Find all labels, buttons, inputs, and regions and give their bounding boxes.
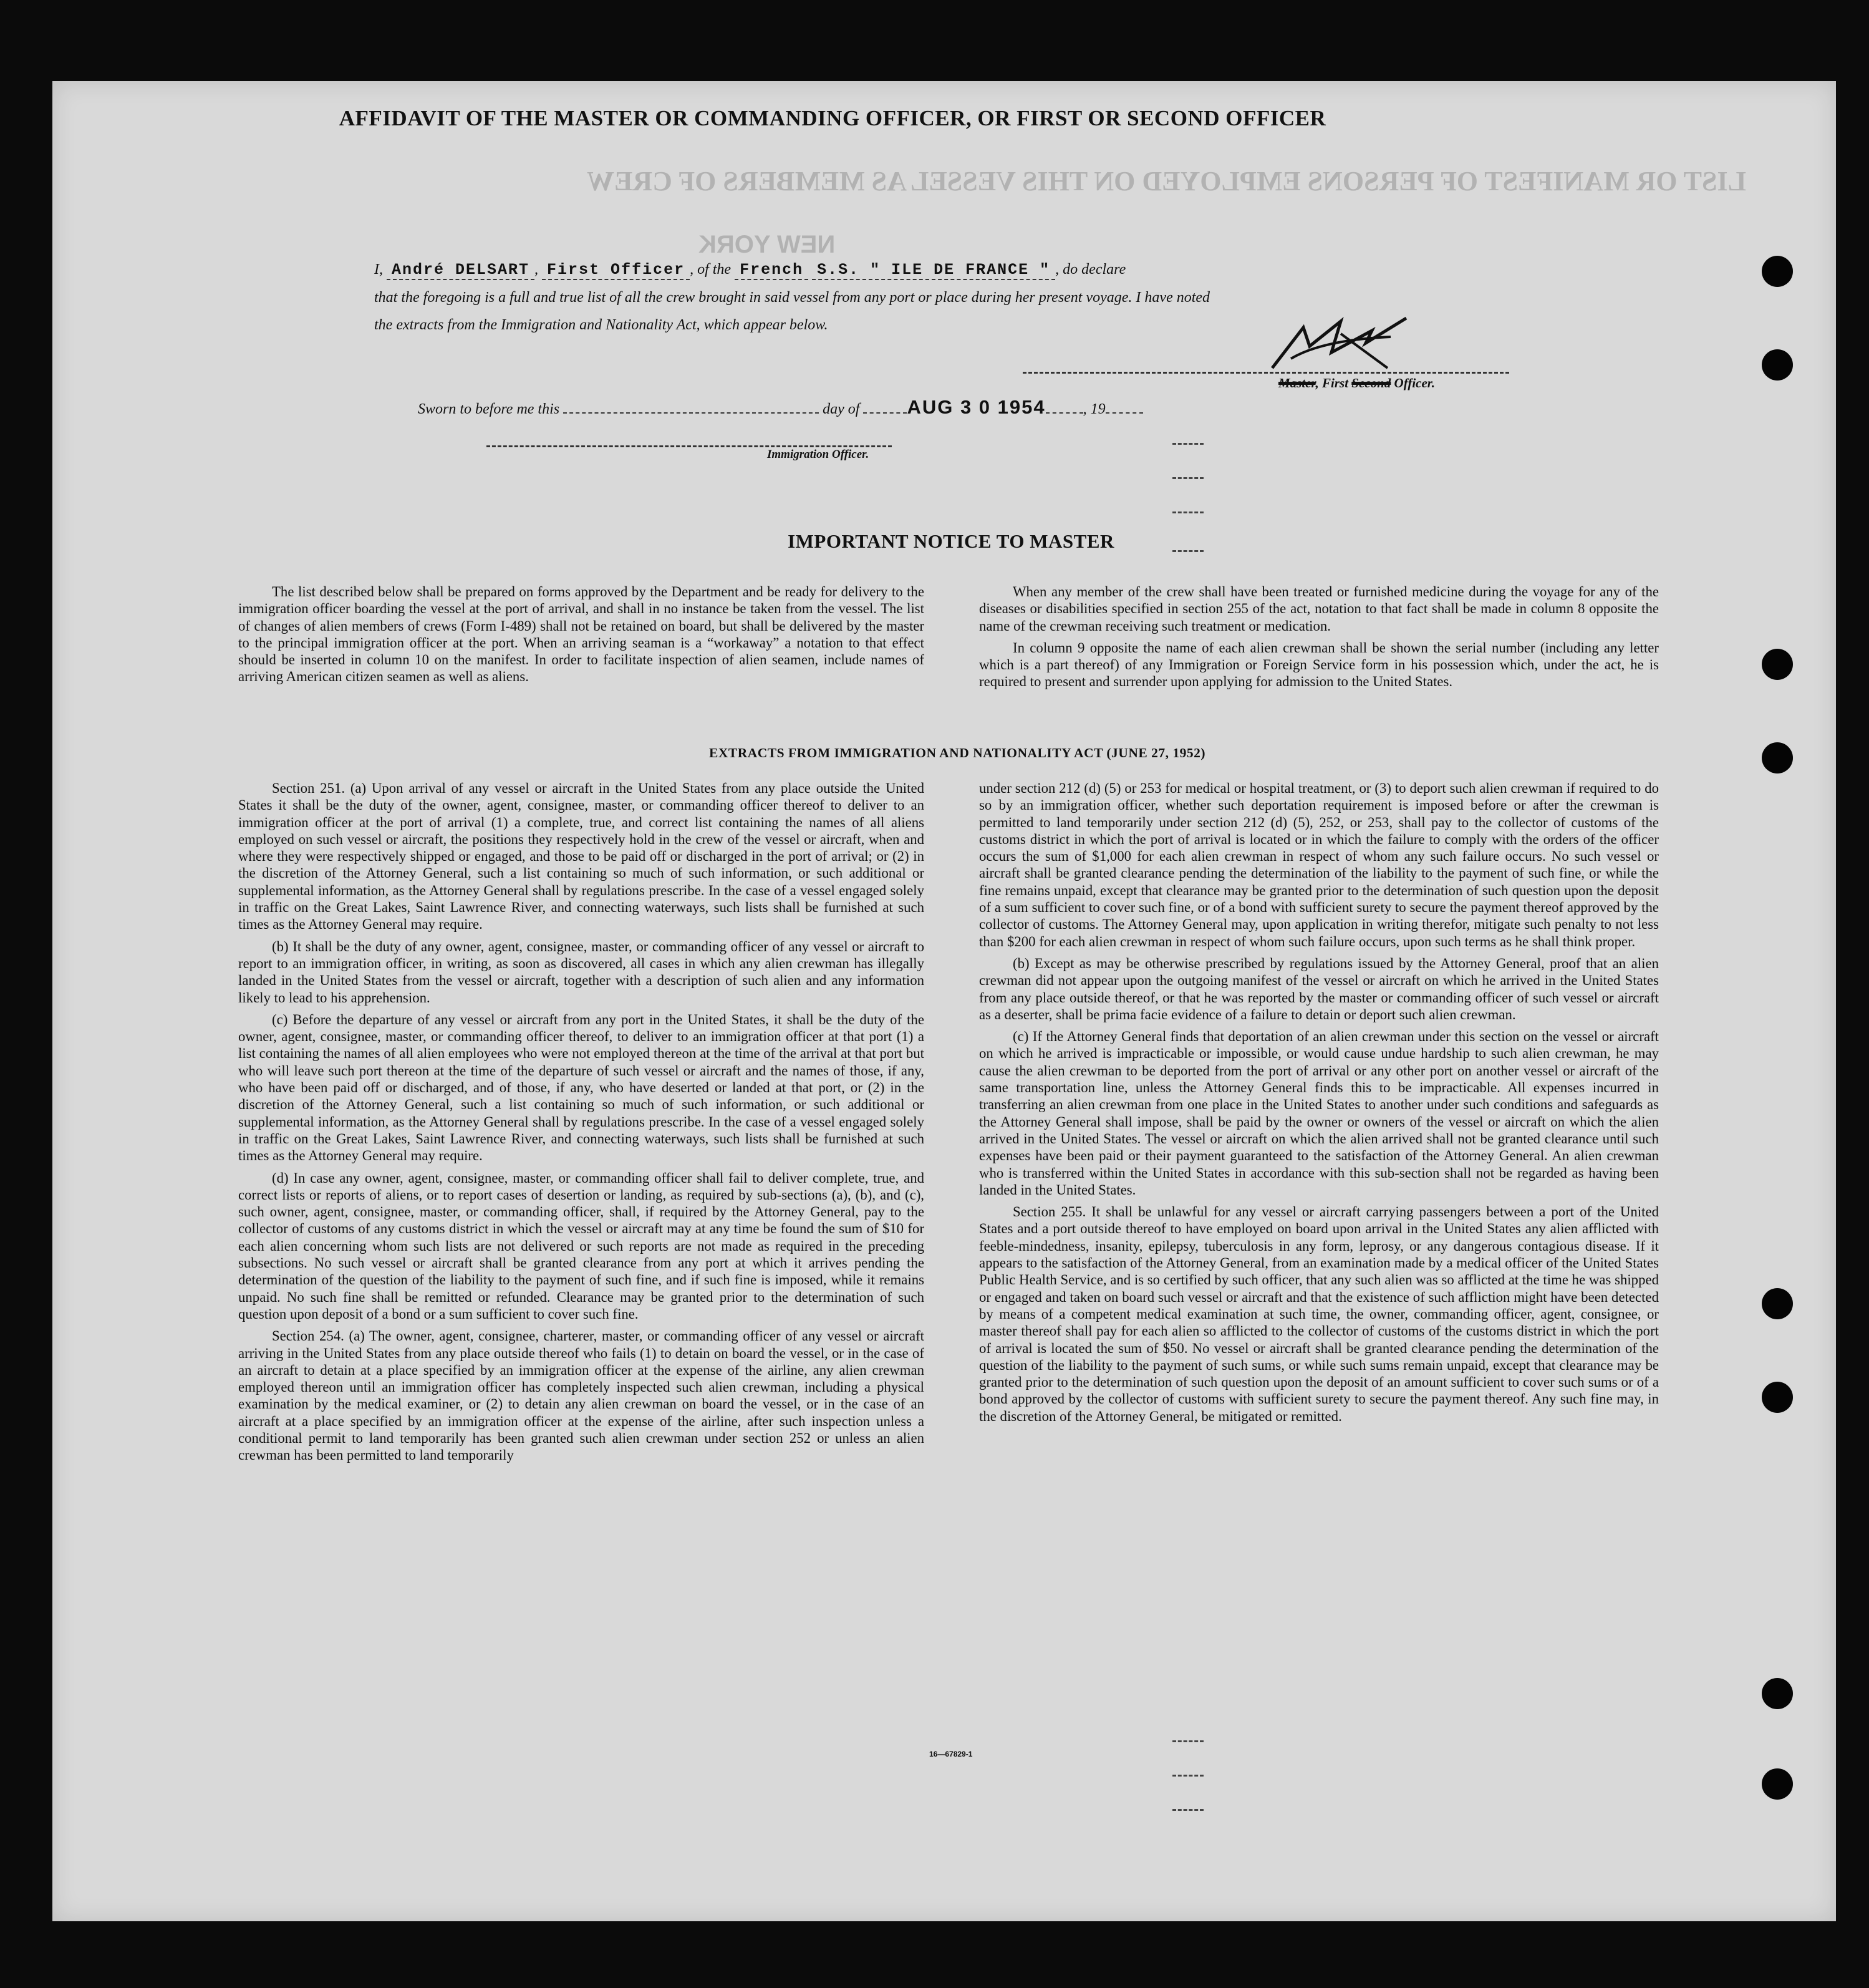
punch-hole (1762, 742, 1793, 773)
declaration-line-3: the extracts from the Immigration and Nationality Act, which appear below. (374, 317, 828, 333)
vessel-nationality: French (735, 261, 808, 280)
punch-hole (1762, 256, 1793, 287)
dash-mark (1172, 512, 1204, 513)
day-of-label: day of (823, 401, 860, 417)
dash-mark (1172, 1740, 1204, 1742)
sworn-day-blank (563, 412, 819, 414)
punch-hole (1762, 1678, 1793, 1709)
section-251a: Section 251. (a) Upon arrival of any vessel or aircraft in the United States from any place outside the United States it shall be the duty of the owner, agent, consignee, master, or commanding officer thereof to deliver to an immigration officer at the port of arrival (1) a complete, true, and correct list containing the names of all aliens employed on such vessel or aircraft, the positions they respectively hold in the crew of the vessel or aircraft, when and where they were respectively shipped or engaged, and those to be paid off or discharged in the port of arrival; or (2) in the discretion of the Attorney General, such a list containing so much of such information, or such additional or supplemental information, as the Attorney General shall by regulations prescribe. In the case of a vessel engaged solely in traffic on the Great Lakes, Saint Lawrence River, and connecting waterways, such lists shall be furnished at such times as the Attorney General may require. (238, 780, 924, 933)
officer-rank: First Officer (542, 261, 690, 280)
do-declare-label: do declare (1063, 261, 1126, 278)
notice-right-column (979, 583, 1659, 696)
signature-label (1278, 376, 1435, 391)
section-254a-continued: under section 212 (d) (5) or 253 for medical or hospital treatment, or (3) to deport such alien crewman if required to do so by an immigration officer, whether such deportation requirement is imposed before or after the crewman is permitted to land temporarily under section 212 (d) (5), 252, or 253, shall pay to the collector of customs of the customs district in which the port of arrival is located or in which the failure to comply with the orders of the officer occurs the sum of $1,000 for each alien crewman in respect of whom any such failure occurs. No such vessel or aircraft shall be granted clearance pending the determination of the liability to the payment of such fine, or while the fine remains unpaid, except that clearance may be granted prior to the determination of such question upon the deposit of a sum sufficient to cover such fine, or of a bond with sufficient surety to secure the payment thereof approved by the collector of customs. The Attorney General may, upon application in writing therefor, mitigate such penalty to not less than $200 for each alien crewman in respect of whom such failure occurs, upon such terms as he shall think proper. (979, 780, 1659, 949)
signature-label-mid: , First (1315, 376, 1349, 390)
section-251b: (b) It shall be the duty of any owner, agent, consignee, master, or commanding officer of any vessel or aircraft to report to an immigration officer, in writing, as soon as discovered, all cases in which any alien crewman has illegally landed in the United States from the vessel or aircraft, together with a description of such alien and any information likely to lead to his apprehension. (238, 938, 924, 1006)
punch-hole (1762, 1288, 1793, 1319)
date-stamp: AUG 3 0 1954 (907, 396, 1046, 418)
punch-hole (1762, 1382, 1793, 1413)
section-251d: (d) In case any owner, agent, consignee, master, or commanding officer shall fail to deliver complete, true, and correct lists or reports of aliens, or to report cases of desertion or landing, as required by sub-sections (a), (b), and (c), such owner, agent, consignee, master, or commanding officer, shall, if required by the Attorney General, pay to the collector of customs of any customs district in which the vessel or aircraft may at any time be found the sum of $10 for each alien concerning whom such lists are not delivered or such reports are not made as required in the preceding subsections. No such vessel or aircraft shall be granted clearance from any port at which it arrives pending the determination of the question of the liability to the payment of such fine, and if such fine is imposed, while it remains unpaid. No such fine shall be remitted or refunded. Clearance may be granted prior to the determination of such question upon deposit of a bond or a sum sufficient to cover such fine. (238, 1170, 924, 1322)
dash-mark (1172, 1809, 1204, 1811)
declaration-line-1: I, André DELSART , First Officer , of the French S.S. " ILE DE FRANCE " , do declare (374, 261, 1126, 279)
punch-hole (1762, 1768, 1793, 1800)
of-the-label: of the (697, 261, 732, 278)
officer-signature (1266, 309, 1409, 377)
section-254a: Section 254. (a) The owner, agent, consignee, charterer, master, or commanding officer of any vessel or aircraft arriving in the United States from any place outside thereof who fails (1) to detain on board the vessel, or in the case of an aircraft to detain at a place specified by an immigration officer at the expense of the airline, any alien crewman employed thereon until an immigration officer has completely inspected such alien crewman, including a physical examination by the medical examiner, or (2) to detain any alien crewman on board the vessel, or in the case of an aircraft at a place specified by an immigration officer at the expense of the airline, after such inspection unless a conditional permit to land temporarily has been granted such alien crewman under section 252 or unless an alien crewman has been permitted to land temporarily (238, 1328, 924, 1463)
immigration-officer-label: Immigration Officer. (767, 448, 869, 461)
punch-hole (1762, 349, 1793, 381)
extracts-left-column (238, 780, 924, 1469)
dash-mark (1172, 443, 1204, 445)
section-254b: (b) Except as may be otherwise prescribed by regulations issued by the Attorney General, proof that an alien crewman did not appear upon the outgoing manifest of the vessel or aircraft on which he arrived in the United States from any place outside thereof, or that he was reported by the master or commanding officer of such vessel or aircraft as a deserter, shall be prima facie evidence of a failure to detain or deport such alien crewman. (979, 955, 1659, 1022)
month-blank-tail (1046, 412, 1083, 414)
struck-second: Second (1351, 376, 1391, 390)
dash-mark (1172, 1775, 1204, 1777)
signature-line (1023, 372, 1509, 374)
immigration-officer-signature-line (486, 445, 892, 447)
declaration-prefix: I, (374, 261, 383, 278)
extracts-right-column (979, 780, 1659, 1430)
declaration-line-2: that the foregoing is a full and true list of all the crew brought in said vessel from any port or place during her present voyage. I have noted (374, 289, 1210, 306)
bleed-through-stamp: NEW YORK (698, 231, 836, 258)
extracts-heading: EXTRACTS FROM IMMIGRATION AND NATIONALITY ACT (JUNE 27, 1952) (709, 745, 1205, 760)
month-blank-lead (863, 412, 907, 414)
notice-paragraph: The list described below shall be prepared on forms approved by the Department and be ready for delivery to the immigration officer boarding the vessel at the port of arrival, and shall in no instance be taken from the vessel. The list of changes of alien members of crews (Form I-489) shall not be retained on board, but shall be delivered by the master to the principal immigration officer at the port. When an arriving seaman is a “workaway” a notation to that effect should be inserted in column 10 on the manifest. In order to facilitate inspection of alien seamen, include names of arriving American citizen seamen as well as aliens. (238, 584, 924, 685)
notice-heading: IMPORTANT NOTICE TO MASTER (788, 530, 1114, 552)
dash-mark (1172, 477, 1204, 479)
officer-name: André DELSART (387, 261, 534, 280)
year-blank (1106, 412, 1143, 414)
struck-master: Master (1278, 376, 1316, 390)
notice-left-column (238, 583, 924, 691)
affidavit-title: AFFIDAVIT OF THE MASTER OR COMMANDING OFFICER, OR FIRST OR SECOND OFFICER (339, 106, 1326, 130)
notice-paragraph: When any member of the crew shall have been treated or furnished medicine during the voyage for any of the diseases or disabilities specified in section 255 of the act, notation to that fact shall be made in column 8 opposite the name of the crewman receiving such treatment or medication. (979, 584, 1659, 634)
year-prefix: , 19 (1083, 401, 1106, 417)
section-254c: (c) If the Attorney General finds that deportation of an alien crewman under this section on the vessel or aircraft on which he arrived is impracticable or impossible, or would cause undue hardship to such alien crewman, he may cause the alien crewman to be deported from the port of arrival or any other port on another vessel or aircraft of the same transportation line, unless the Attorney General finds this to be impracticable. All expenses incurred in transferring an alien crewman from one place in the United States to another under such conditions and safeguards as the Attorney General shall impose, shall be paid by the owner or owners of the vessel or aircraft on which the alien arrived in the United States. The vessel or aircraft on which the alien arrived shall not be granted clearance until such expenses have been paid or their payment guaranteed to the satisfaction of the Attorney General. An alien crewman who is transferred within the United States in accordance with this sub-section shall not be regarded as having been landed in the United States. (979, 1029, 1659, 1198)
notice-paragraph: In column 9 opposite the name of each alien crewman shall be shown the serial number (including any letter which is a part thereof) of any Immigration or Foreign Service form in his possession which, under the act, he is required to present and surrender upon applying for admission to the United States. (979, 639, 1659, 690)
form-number: 16—67829-1 (929, 1750, 973, 1758)
section-255: Section 255. It shall be unlawful for any vessel or aircraft carrying passengers between a port of the United States and a port outside thereof to have employed on board upon arrival in the United States any alien afflicted with feeble-mindedness, insanity, epilepsy, tuberculosis in any form, leprosy, or any dangerous contagious disease. If it appears to the satisfaction of the Attorney General, from an examination made by a medical officer of the United States Public Health Service, and is so certified by such officer, that any such alien was so afflicted at the time he was shipped or engaged and taken on board such vessel or aircraft and that the existence of such affliction might have been detected by means of a competent medical examination at such time, the owner, commanding officer, agent, consignee, or master thereof shall pay for each alien so afflicted to the collector of customs of the customs district in which the port of arrival is located the sum of $50. No vessel or aircraft shall be granted clearance pending the determination of the question of the liability to the payment of such sums, or while such sums remain unpaid, except that clearance may be granted prior to the determination of such question upon the deposit of an amount sufficient to cover such sums or of a bond approved by the collector of customs with sufficient surety to secure the payment thereof. Any such fine may, in the discretion of the Attorney General, be mitigated or remitted. (979, 1204, 1659, 1424)
sworn-prefix: Sworn to before me this (418, 401, 560, 417)
punch-hole (1762, 649, 1793, 680)
vessel-name: S.S. " ILE DE FRANCE " (812, 261, 1055, 280)
bleed-through-header: LIST OR MANIFEST OF PERSONS EMPLOYED ON THIS VESSEL AS MEMBERS OF CREW (586, 166, 1746, 196)
sworn-line (418, 396, 1229, 419)
signature-label-end: Officer. (1394, 376, 1436, 390)
section-251c: (c) Before the departure of any vessel or aircraft from any port in the United States, it shall be the duty of the owner, agent, consignee, master, or commanding officer thereof, to deliver to an immigration officer at that port (1) a list containing the names of all alien employees who were not employed thereon at the time of the arrival at that port but who will leave such port thereon at the time of the departure of such vessel or aircraft and the names of those, if any, who have been paid off or discharged, and of those, if any, who have deserted or landed at that port, or (2) in the discretion of the Attorney General, such a list containing so much of such information, or such additional or supplemental information, as the Attorney General shall by regulations prescribe. In the case of a vessel engaged solely in traffic on the Great Lakes, Saint Lawrence River, and connecting waterways, such lists shall be furnished at such times as the Attorney General may require. (238, 1011, 924, 1164)
